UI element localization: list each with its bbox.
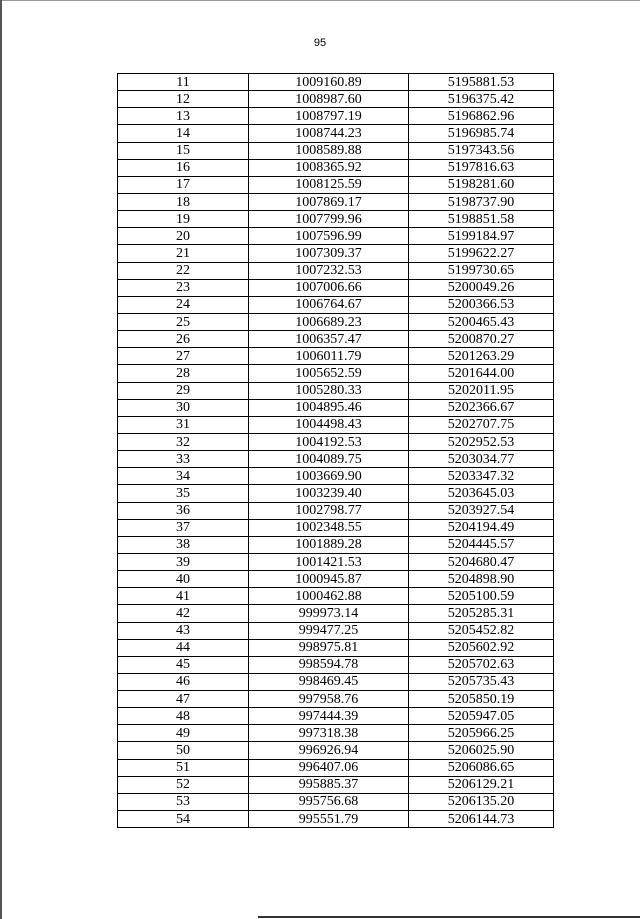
point-number-cell: 16 [118, 159, 249, 176]
y-coordinate-cell: 5205602.92 [409, 639, 554, 656]
table-row [118, 245, 554, 262]
y-coordinate-cell: 5197343.56 [409, 142, 554, 159]
table-row [118, 742, 554, 759]
y-coordinate-cell: 5201263.29 [409, 348, 554, 365]
table-row [118, 74, 554, 91]
y-coordinate-cell: 5206086.65 [409, 759, 554, 776]
x-coordinate-cell: 997444.39 [249, 708, 409, 725]
point-number-cell: 35 [118, 485, 249, 502]
x-coordinate-cell: 996407.06 [249, 759, 409, 776]
table-row [118, 348, 554, 365]
table-row [118, 142, 554, 159]
point-number-cell: 40 [118, 571, 249, 588]
table-row [118, 108, 554, 125]
x-coordinate-cell: 1001889.28 [249, 536, 409, 553]
point-number-cell: 17 [118, 176, 249, 193]
x-coordinate-cell: 1008125.59 [249, 176, 409, 193]
point-number-cell: 36 [118, 502, 249, 519]
x-coordinate-cell: 1002798.77 [249, 502, 409, 519]
y-coordinate-cell: 5200366.53 [409, 296, 554, 313]
table-row [118, 125, 554, 142]
x-coordinate-cell: 999973.14 [249, 605, 409, 622]
y-coordinate-cell: 5203645.03 [409, 485, 554, 502]
table-row [118, 691, 554, 708]
x-coordinate-cell: 1004895.46 [249, 399, 409, 416]
y-coordinate-cell: 5206025.90 [409, 742, 554, 759]
table-row [118, 468, 554, 485]
x-coordinate-cell: 997958.76 [249, 691, 409, 708]
y-coordinate-cell: 5200870.27 [409, 331, 554, 348]
y-coordinate-cell: 5204194.49 [409, 519, 554, 536]
x-coordinate-cell: 1008589.88 [249, 142, 409, 159]
point-number-cell: 20 [118, 228, 249, 245]
x-coordinate-cell: 1007309.37 [249, 245, 409, 262]
x-coordinate-cell: 995885.37 [249, 776, 409, 793]
table-row [118, 811, 554, 828]
point-number-cell: 25 [118, 313, 249, 330]
y-coordinate-cell: 5196375.42 [409, 91, 554, 108]
table-row [118, 485, 554, 502]
point-number-cell: 48 [118, 708, 249, 725]
x-coordinate-cell: 1007799.96 [249, 211, 409, 228]
point-number-cell: 49 [118, 725, 249, 742]
point-number-cell: 11 [118, 74, 249, 91]
y-coordinate-cell: 5199622.27 [409, 245, 554, 262]
y-coordinate-cell: 5198281.60 [409, 176, 554, 193]
point-number-cell: 21 [118, 245, 249, 262]
table-row [118, 759, 554, 776]
y-coordinate-cell: 5203034.77 [409, 451, 554, 468]
table-row [118, 656, 554, 673]
point-number-cell: 45 [118, 656, 249, 673]
y-coordinate-cell: 5200049.26 [409, 279, 554, 296]
x-coordinate-cell: 1007232.53 [249, 262, 409, 279]
point-number-cell: 44 [118, 639, 249, 656]
y-coordinate-cell: 5204898.90 [409, 571, 554, 588]
coordinates-table-body [118, 74, 554, 828]
point-number-cell: 12 [118, 91, 249, 108]
y-coordinate-cell: 5205850.19 [409, 691, 554, 708]
y-coordinate-cell: 5196985.74 [409, 125, 554, 142]
table-row [118, 365, 554, 382]
table-row [118, 605, 554, 622]
point-number-cell: 27 [118, 348, 249, 365]
y-coordinate-cell: 5205735.43 [409, 673, 554, 690]
page-top-edge [0, 0, 640, 1]
y-coordinate-cell: 5205966.25 [409, 725, 554, 742]
y-coordinate-cell: 5205702.63 [409, 656, 554, 673]
y-coordinate-cell: 5196862.96 [409, 108, 554, 125]
table-row [118, 193, 554, 210]
table-row [118, 382, 554, 399]
x-coordinate-cell: 1007006.66 [249, 279, 409, 296]
point-number-cell: 19 [118, 211, 249, 228]
point-number-cell: 34 [118, 468, 249, 485]
y-coordinate-cell: 5206144.73 [409, 811, 554, 828]
y-coordinate-cell: 5205285.31 [409, 605, 554, 622]
x-coordinate-cell: 1007596.99 [249, 228, 409, 245]
table-row [118, 502, 554, 519]
y-coordinate-cell: 5199184.97 [409, 228, 554, 245]
x-coordinate-cell: 1004089.75 [249, 451, 409, 468]
point-number-cell: 52 [118, 776, 249, 793]
point-number-cell: 29 [118, 382, 249, 399]
y-coordinate-cell: 5197816.63 [409, 159, 554, 176]
point-number-cell: 18 [118, 193, 249, 210]
y-coordinate-cell: 5198851.58 [409, 211, 554, 228]
x-coordinate-cell: 1004192.53 [249, 433, 409, 450]
table-row [118, 571, 554, 588]
x-coordinate-cell: 1003239.40 [249, 485, 409, 502]
x-coordinate-cell: 1008797.19 [249, 108, 409, 125]
y-coordinate-cell: 5202952.53 [409, 433, 554, 450]
table-row [118, 399, 554, 416]
x-coordinate-cell: 995756.68 [249, 793, 409, 810]
table-row [118, 159, 554, 176]
table-row [118, 416, 554, 433]
table-row [118, 176, 554, 193]
point-number-cell: 15 [118, 142, 249, 159]
table-row [118, 776, 554, 793]
table-row [118, 451, 554, 468]
x-coordinate-cell: 999477.25 [249, 622, 409, 639]
table-row [118, 725, 554, 742]
point-number-cell: 37 [118, 519, 249, 536]
point-number-cell: 26 [118, 331, 249, 348]
y-coordinate-cell: 5199730.65 [409, 262, 554, 279]
point-number-cell: 30 [118, 399, 249, 416]
point-number-cell: 22 [118, 262, 249, 279]
table-row [118, 262, 554, 279]
point-number-cell: 42 [118, 605, 249, 622]
x-coordinate-cell: 1003669.90 [249, 468, 409, 485]
y-coordinate-cell: 5204680.47 [409, 553, 554, 570]
table-row [118, 622, 554, 639]
x-coordinate-cell: 997318.38 [249, 725, 409, 742]
x-coordinate-cell: 1008987.60 [249, 91, 409, 108]
point-number-cell: 54 [118, 811, 249, 828]
table-row [118, 536, 554, 553]
y-coordinate-cell: 5205100.59 [409, 588, 554, 605]
coordinates-table [117, 73, 554, 828]
y-coordinate-cell: 5206135.20 [409, 793, 554, 810]
point-number-cell: 51 [118, 759, 249, 776]
point-number-cell: 46 [118, 673, 249, 690]
page-number: 95 [313, 37, 327, 49]
page-left-edge [0, 0, 2, 919]
point-number-cell: 39 [118, 553, 249, 570]
x-coordinate-cell: 998594.78 [249, 656, 409, 673]
x-coordinate-cell: 1006689.23 [249, 313, 409, 330]
point-number-cell: 33 [118, 451, 249, 468]
table-row [118, 673, 554, 690]
x-coordinate-cell: 1007869.17 [249, 193, 409, 210]
point-number-cell: 24 [118, 296, 249, 313]
x-coordinate-cell: 1000945.87 [249, 571, 409, 588]
point-number-cell: 41 [118, 588, 249, 605]
x-coordinate-cell: 1006011.79 [249, 348, 409, 365]
x-coordinate-cell: 1006764.67 [249, 296, 409, 313]
table-row [118, 313, 554, 330]
point-number-cell: 53 [118, 793, 249, 810]
x-coordinate-cell: 1005652.59 [249, 365, 409, 382]
y-coordinate-cell: 5205947.05 [409, 708, 554, 725]
y-coordinate-cell: 5205452.82 [409, 622, 554, 639]
table-row [118, 519, 554, 536]
y-coordinate-cell: 5202011.95 [409, 382, 554, 399]
point-number-cell: 38 [118, 536, 249, 553]
y-coordinate-cell: 5200465.43 [409, 313, 554, 330]
y-coordinate-cell: 5203927.54 [409, 502, 554, 519]
point-number-cell: 13 [118, 108, 249, 125]
table-row [118, 91, 554, 108]
point-number-cell: 28 [118, 365, 249, 382]
table-row [118, 553, 554, 570]
x-coordinate-cell: 998469.45 [249, 673, 409, 690]
table-row [118, 279, 554, 296]
x-coordinate-cell: 1002348.55 [249, 519, 409, 536]
point-number-cell: 50 [118, 742, 249, 759]
table-row [118, 588, 554, 605]
table-row [118, 331, 554, 348]
point-number-cell: 43 [118, 622, 249, 639]
x-coordinate-cell: 1005280.33 [249, 382, 409, 399]
table-row [118, 708, 554, 725]
x-coordinate-cell: 1009160.89 [249, 74, 409, 91]
table-row [118, 296, 554, 313]
table-row [118, 228, 554, 245]
x-coordinate-cell: 998975.81 [249, 639, 409, 656]
x-coordinate-cell: 1001421.53 [249, 553, 409, 570]
table-row [118, 433, 554, 450]
x-coordinate-cell: 1008744.23 [249, 125, 409, 142]
point-number-cell: 14 [118, 125, 249, 142]
x-coordinate-cell: 1006357.47 [249, 331, 409, 348]
y-coordinate-cell: 5202366.67 [409, 399, 554, 416]
y-coordinate-cell: 5202707.75 [409, 416, 554, 433]
y-coordinate-cell: 5203347.32 [409, 468, 554, 485]
point-number-cell: 31 [118, 416, 249, 433]
page-bottom-edge [258, 916, 640, 918]
point-number-cell: 47 [118, 691, 249, 708]
table-row [118, 211, 554, 228]
x-coordinate-cell: 995551.79 [249, 811, 409, 828]
point-number-cell: 32 [118, 433, 249, 450]
x-coordinate-cell: 1008365.92 [249, 159, 409, 176]
point-number-cell: 23 [118, 279, 249, 296]
x-coordinate-cell: 1000462.88 [249, 588, 409, 605]
x-coordinate-cell: 1004498.43 [249, 416, 409, 433]
table-row [118, 639, 554, 656]
y-coordinate-cell: 5201644.00 [409, 365, 554, 382]
table-row [118, 793, 554, 810]
y-coordinate-cell: 5195881.53 [409, 74, 554, 91]
x-coordinate-cell: 996926.94 [249, 742, 409, 759]
y-coordinate-cell: 5204445.57 [409, 536, 554, 553]
y-coordinate-cell: 5206129.21 [409, 776, 554, 793]
y-coordinate-cell: 5198737.90 [409, 193, 554, 210]
